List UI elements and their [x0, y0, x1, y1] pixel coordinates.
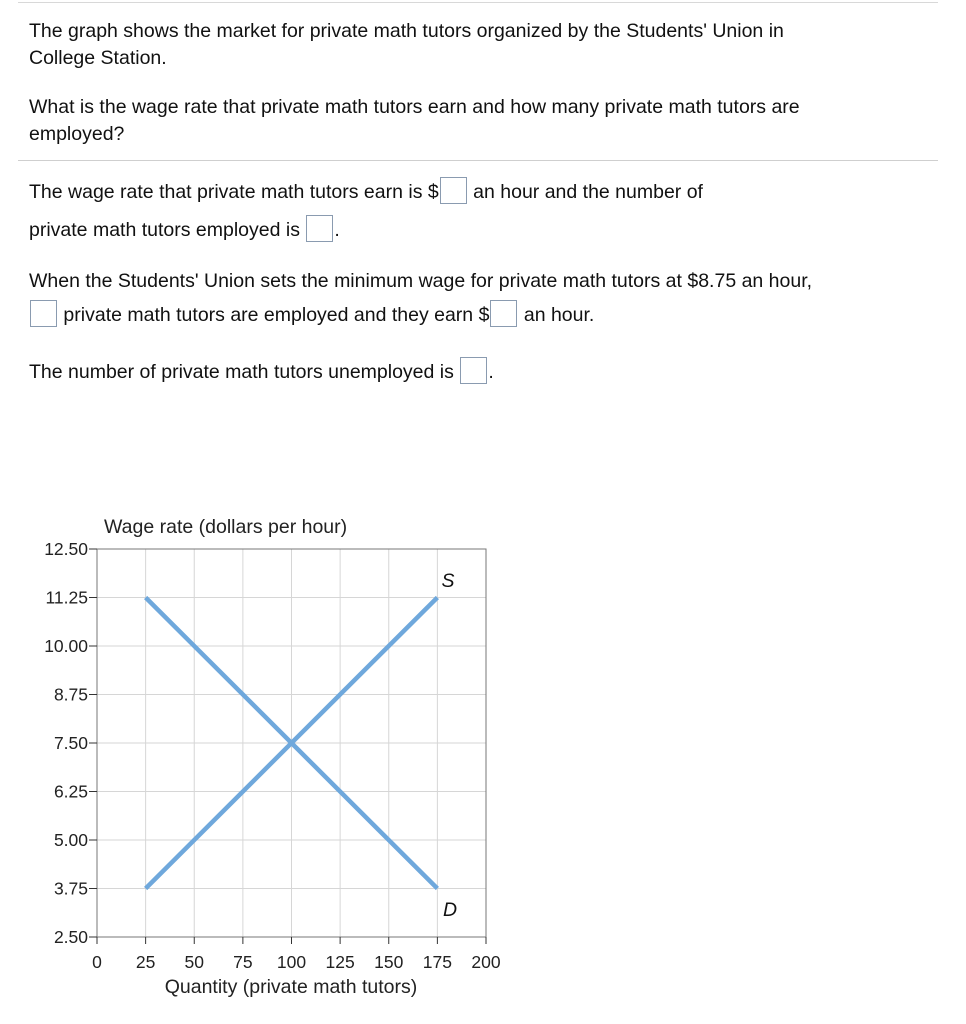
unemployed-period: . — [488, 361, 494, 383]
x-tick-label: 175 — [422, 952, 452, 972]
x-tick-label: 200 — [471, 952, 501, 972]
y-tick-label: 5.00 — [53, 830, 88, 850]
employed-period: . — [334, 219, 340, 241]
min-wage-earn-suffix: an hour. — [523, 304, 595, 326]
question-line1: What is the wage rate that private math tutors earn and how many private math tutors are — [29, 96, 800, 118]
question-line2: employed? — [29, 123, 125, 145]
y-tick-label: 11.25 — [45, 587, 88, 608]
y-tick-label: 6.25 — [53, 781, 88, 802]
intro-line1: The graph shows the market for private math tutors organized by the Students' Union in — [29, 20, 784, 42]
x-tick-label: 100 — [276, 952, 307, 972]
y-tick-label: 7.50 — [53, 733, 88, 753]
x-tick-label: 50 — [184, 952, 204, 972]
y-tick-label: 8.75 — [53, 684, 88, 705]
supply-curve-label: S — [441, 570, 455, 592]
demand-curve-label: D — [442, 899, 458, 921]
y-tick-label: 10.00 — [44, 636, 88, 656]
wage-rate-label: The wage rate that private math tutors earn is $ — [29, 181, 439, 203]
intro-line2: College Station. — [29, 47, 167, 69]
x-tick-label: 0 — [92, 952, 102, 972]
x-tick-label: 125 — [325, 952, 355, 972]
x-tick-label: 150 — [374, 952, 404, 972]
x-tick-label: 75 — [233, 952, 253, 972]
unemployed-label: The number of private math tutors unemployed is — [29, 361, 454, 383]
wage-rate-suffix: an hour and the number of — [473, 181, 703, 203]
y-axis-label: Wage rate (dollars per hour) — [104, 516, 348, 538]
y-tick-label: 12.50 — [44, 539, 88, 559]
min-wage-employed-label: private math tutors are employed and they earn $ — [63, 304, 490, 326]
employed-label: private math tutors employed is — [29, 219, 300, 241]
y-tick-label: 2.50 — [53, 927, 88, 947]
min-wage-question: When the Students' Union sets the minimum wage for private math tutors at $8.75 an hour, — [29, 270, 813, 292]
y-tick-label: 3.75 — [53, 878, 88, 899]
x-axis-label: Quantity (private math tutors) — [164, 976, 418, 998]
x-tick-label: 25 — [135, 952, 156, 972]
